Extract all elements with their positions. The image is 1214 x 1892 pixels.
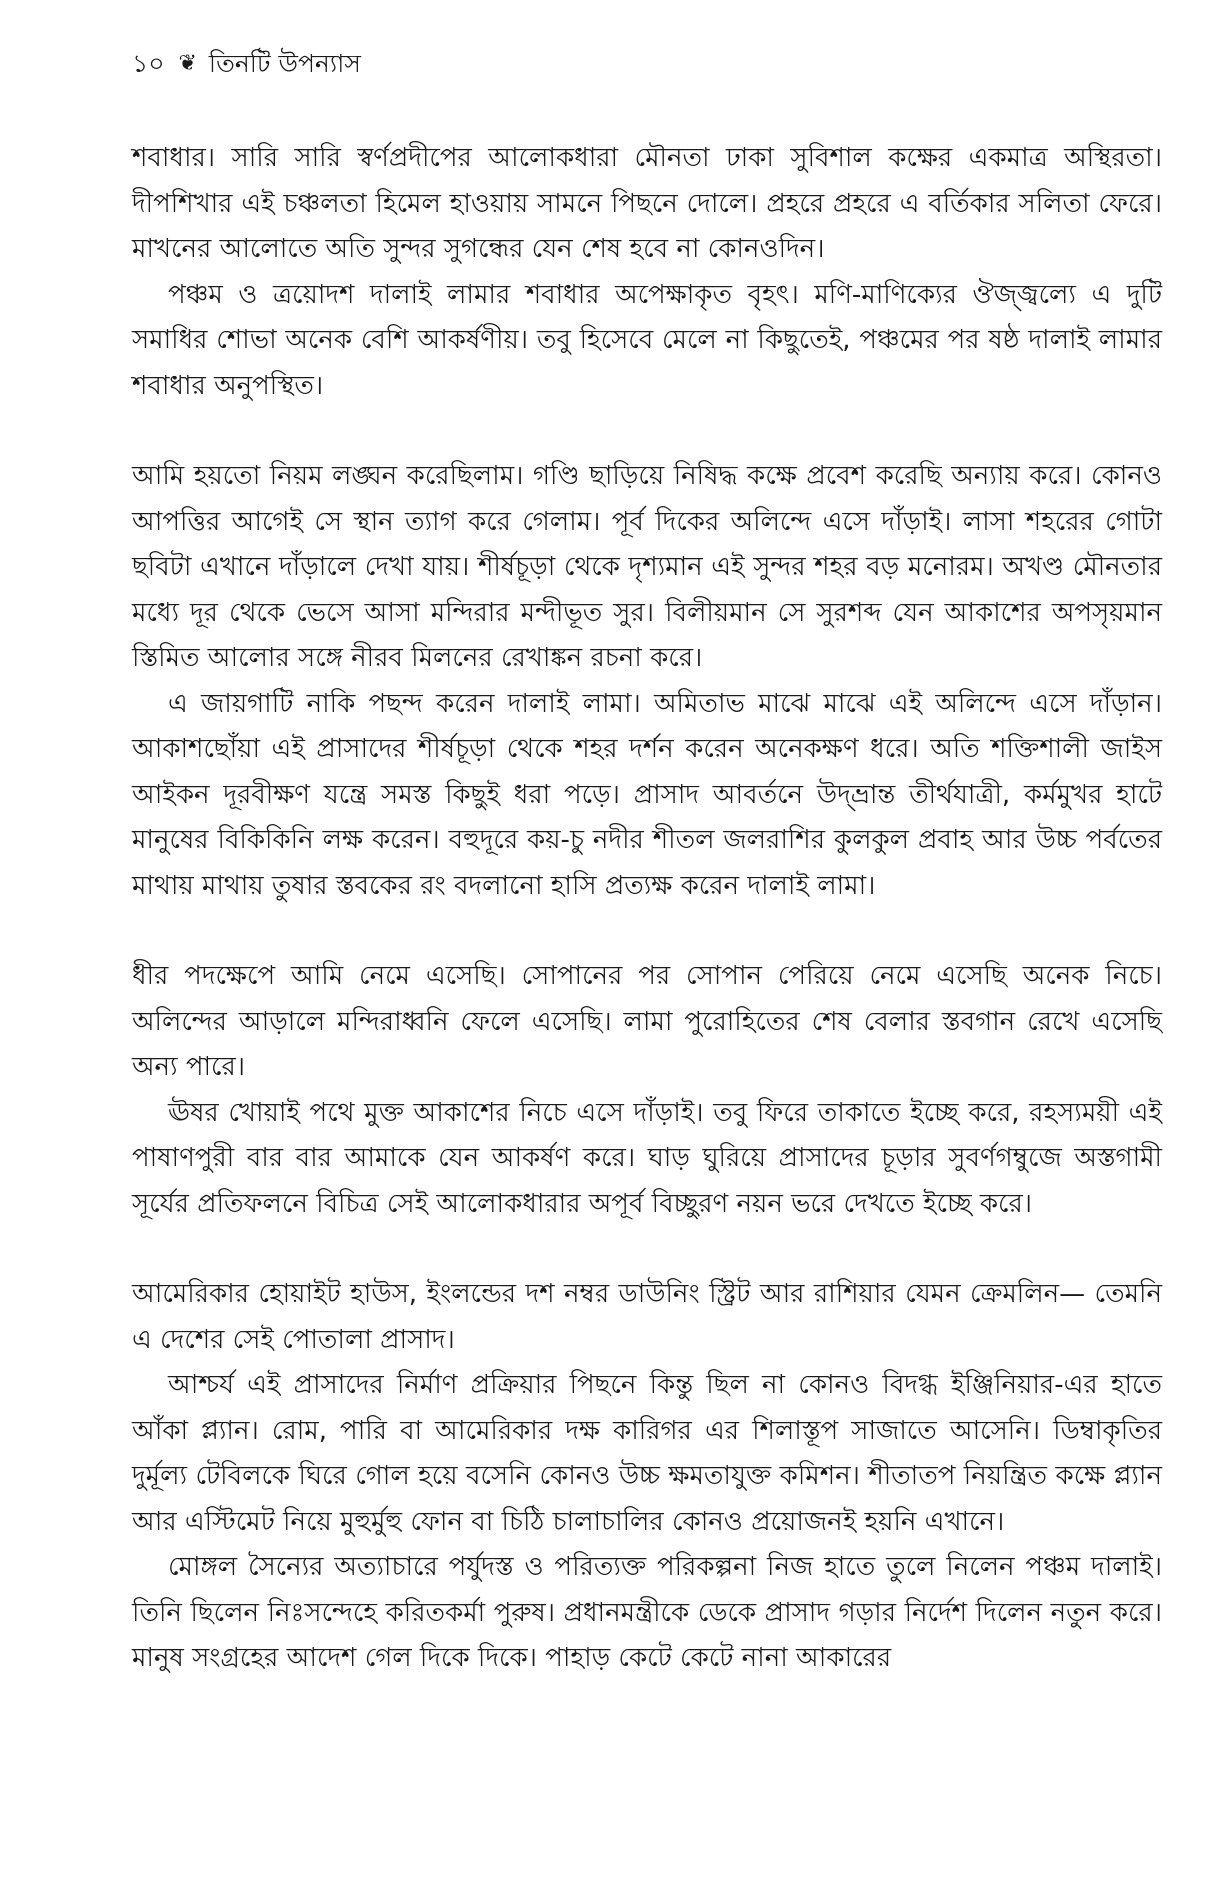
section-3 [132, 954, 1162, 1227]
section-2 [132, 454, 1162, 909]
paragraph: পঞ্চম ও ত্রয়োদশ দালাই লামার শবাধার অপেক্ষাকৃত বৃহৎ। মণি-মাণিক্যের ঔজ্জ্বল্যে এ দুটি সমাধির শোভা অনেক বেশি আকর্ষণীয়। তবু হিসেবে মেলে না কিছুতেই, পঞ্চমের পর ষষ্ঠ দালাই লামার শবাধার অনুপস্থিত। [132, 279, 1162, 401]
section-break [132, 409, 1162, 454]
paragraph: ধীর পদক্ষেপে আমি নেমে এসেছি। সোপানের পর সোপান পেরিয়ে নেমে এসেছি অনেক নিচে। অলিন্দের আড়ালে মন্দিরাধ্বনি ফেলে এসেছি। লামা পুরোহিতের শেষ বেলার স্তবগান রেখে এসেছি অন্য পারে। [132, 961, 1162, 1082]
paragraph: আশ্চর্য এই প্রাসাদের নির্মাণ প্রক্রিয়ার পিছনে কিন্তু ছিল না কোনও বিদগ্ধ ইঞ্জিনিয়ার-এর হাতে আঁকা প্ল্যান। রোম, পারি বা আমেরিকার দক্ষ কারিগর এর শিলাস্তূপ সাজাতে আসেনি। ডিম্বাকৃতির দুর্মূল্য টেবিলকে ঘিরে গোল হয়ে বসেনি কোনও উচ্চ ক্ষমতাযুক্ত কমিশন। শীতাতপ নিয়ন্ত্রিত কক্ষে প্ল্যান আর এস্টিমেট নিয়ে মুহুর্মুহু ফোন বা চিঠি চালাচালির কোনও প্রয়োজনই হয়নি এখানে। [132, 1370, 1162, 1537]
page-number: ১০ [132, 49, 165, 78]
paragraph: ঊষর খোয়াই পথে মুক্ত আকাশের নিচে এসে দাঁড়াই। তবু ফিরে তাকাতে ইচ্ছে করে, রহস্যময়ী এই পাষাণপুরী বার বার আমাকে যেন আকর্ষণ করে। ঘাড় ঘুরিয়ে প্রাসাদের চূড়ার সুবর্ণগম্বুজে অস্তগামী সূর্যের প্রতিফলনে বিচিত্র সেই আলোকধারার অপূর্ব বিচ্ছুরণ নয়ন ভরে দেখতে ইচ্ছে করে। [132, 1097, 1162, 1219]
paragraph: মোঙ্গল সৈন্যের অত্যাচারে পর্যুদস্ত ও পরিত্যক্ত পরিকল্পনা নিজ হাতে তুলে নিলেন পঞ্চম দালাই। তিনি ছিলেন নিঃসন্দেহে করিতকর্মা পুরুষ। প্রধানমন্ত্রীকে ডেকে প্রাসাদ গড়ার নির্দেশ দিলেন নতুন করে। মানুষ সংগ্রহের আদেশ গেল দিকে দিকে। পাহাড় কেটে কেটে নানা আকারের [132, 1552, 1162, 1673]
paragraph: শবাধার। সারি সারি স্বর্ণপ্রদীপের আলোকধারা মৌনতা ঢাকা সুবিশাল কক্ষের একমাত্র অস্থিরতা। দীপশিখার এই চঞ্চলতা হিমেল হাওয়ায় সামনে পিছনে দোলে। প্রহরে প্রহরে এ বর্তিকার সলিতা ফেরে। মাখনের আলোতে অতি সুন্দর সুগন্ধের যেন শেষ হবে না কোনওদিন। [132, 143, 1162, 264]
section-4 [132, 1272, 1162, 1682]
paragraph: এ জায়গাটি নাকি পছন্দ করেন দালাই লামা। অমিতাভ মাঝে মাঝে এই অলিন্দে এসে দাঁড়ান। আকাশছোঁয়া এই প্রাসাদের শীর্ষচূড়া থেকে শহর দর্শন করেন অনেকক্ষণ ধরে। অতি শক্তিশালী জাইস আইকন দূরবীক্ষণ যন্ত্রে সমস্ত কিছুই ধরা পড়ে। প্রাসাদ আবর্তনে উদ্‌ভ্রান্ত তীর্থযাত্রী, কর্মমুখর হাটে মানুষের বিকিকিনি লক্ষ করেন। বহুদূরে কয়-চু নদীর শীতল জলরাশির কুলকুল প্রবাহ আর উচ্চ পর্বতের মাথায় মাথায় তুষার স্তবকের রং বদলানো হাসি প্রত্যক্ষ করেন দালাই লামা। [132, 688, 1162, 901]
section-1 [132, 136, 1162, 409]
ornament-icon: ❦ [178, 51, 197, 76]
paragraph: আমেরিকার হোয়াইট হাউস, ইংলন্ডের দশ নম্বর ডাউনিং স্ট্রিট আর রাশিয়ার যেমন ক্রেমলিন— তেমনি এ দেশের সেই পোতালা প্রাসাদ। [132, 1279, 1162, 1355]
section-break [132, 1227, 1162, 1272]
running-header [132, 44, 1162, 84]
book-title: তিনটি উপন্যাস [208, 49, 361, 78]
paragraph: আমি হয়তো নিয়ম লঙ্ঘন করেছিলাম। গণ্ডি ছাড়িয়ে নিষিদ্ধ কক্ষে প্রবেশ করেছি অন্যায় করে। কোনও আপত্তির আগেই সে স্থান ত্যাগ করে গেলাম। পূর্ব দিকের অলিন্দে এসে দাঁড়াই। লাসা শহরের গোটা ছবিটা এখানে দাঁড়ালে দেখা যায়। শীর্ষচূড়া থেকে দৃশ্যমান এই সুন্দর শহর বড় মনোরম। অখণ্ড মৌনতার মধ্যে দূর থেকে ভেসে আসা মন্দিরার মন্দীভূত সুর। বিলীয়মান সে সুরশব্দ যেন আকাশের অপসৃয়মান স্তিমিত আলোর সঙ্গে নীরব মিলনের রেখাঙ্কন রচনা করে। [132, 461, 1162, 673]
section-break [132, 909, 1162, 954]
